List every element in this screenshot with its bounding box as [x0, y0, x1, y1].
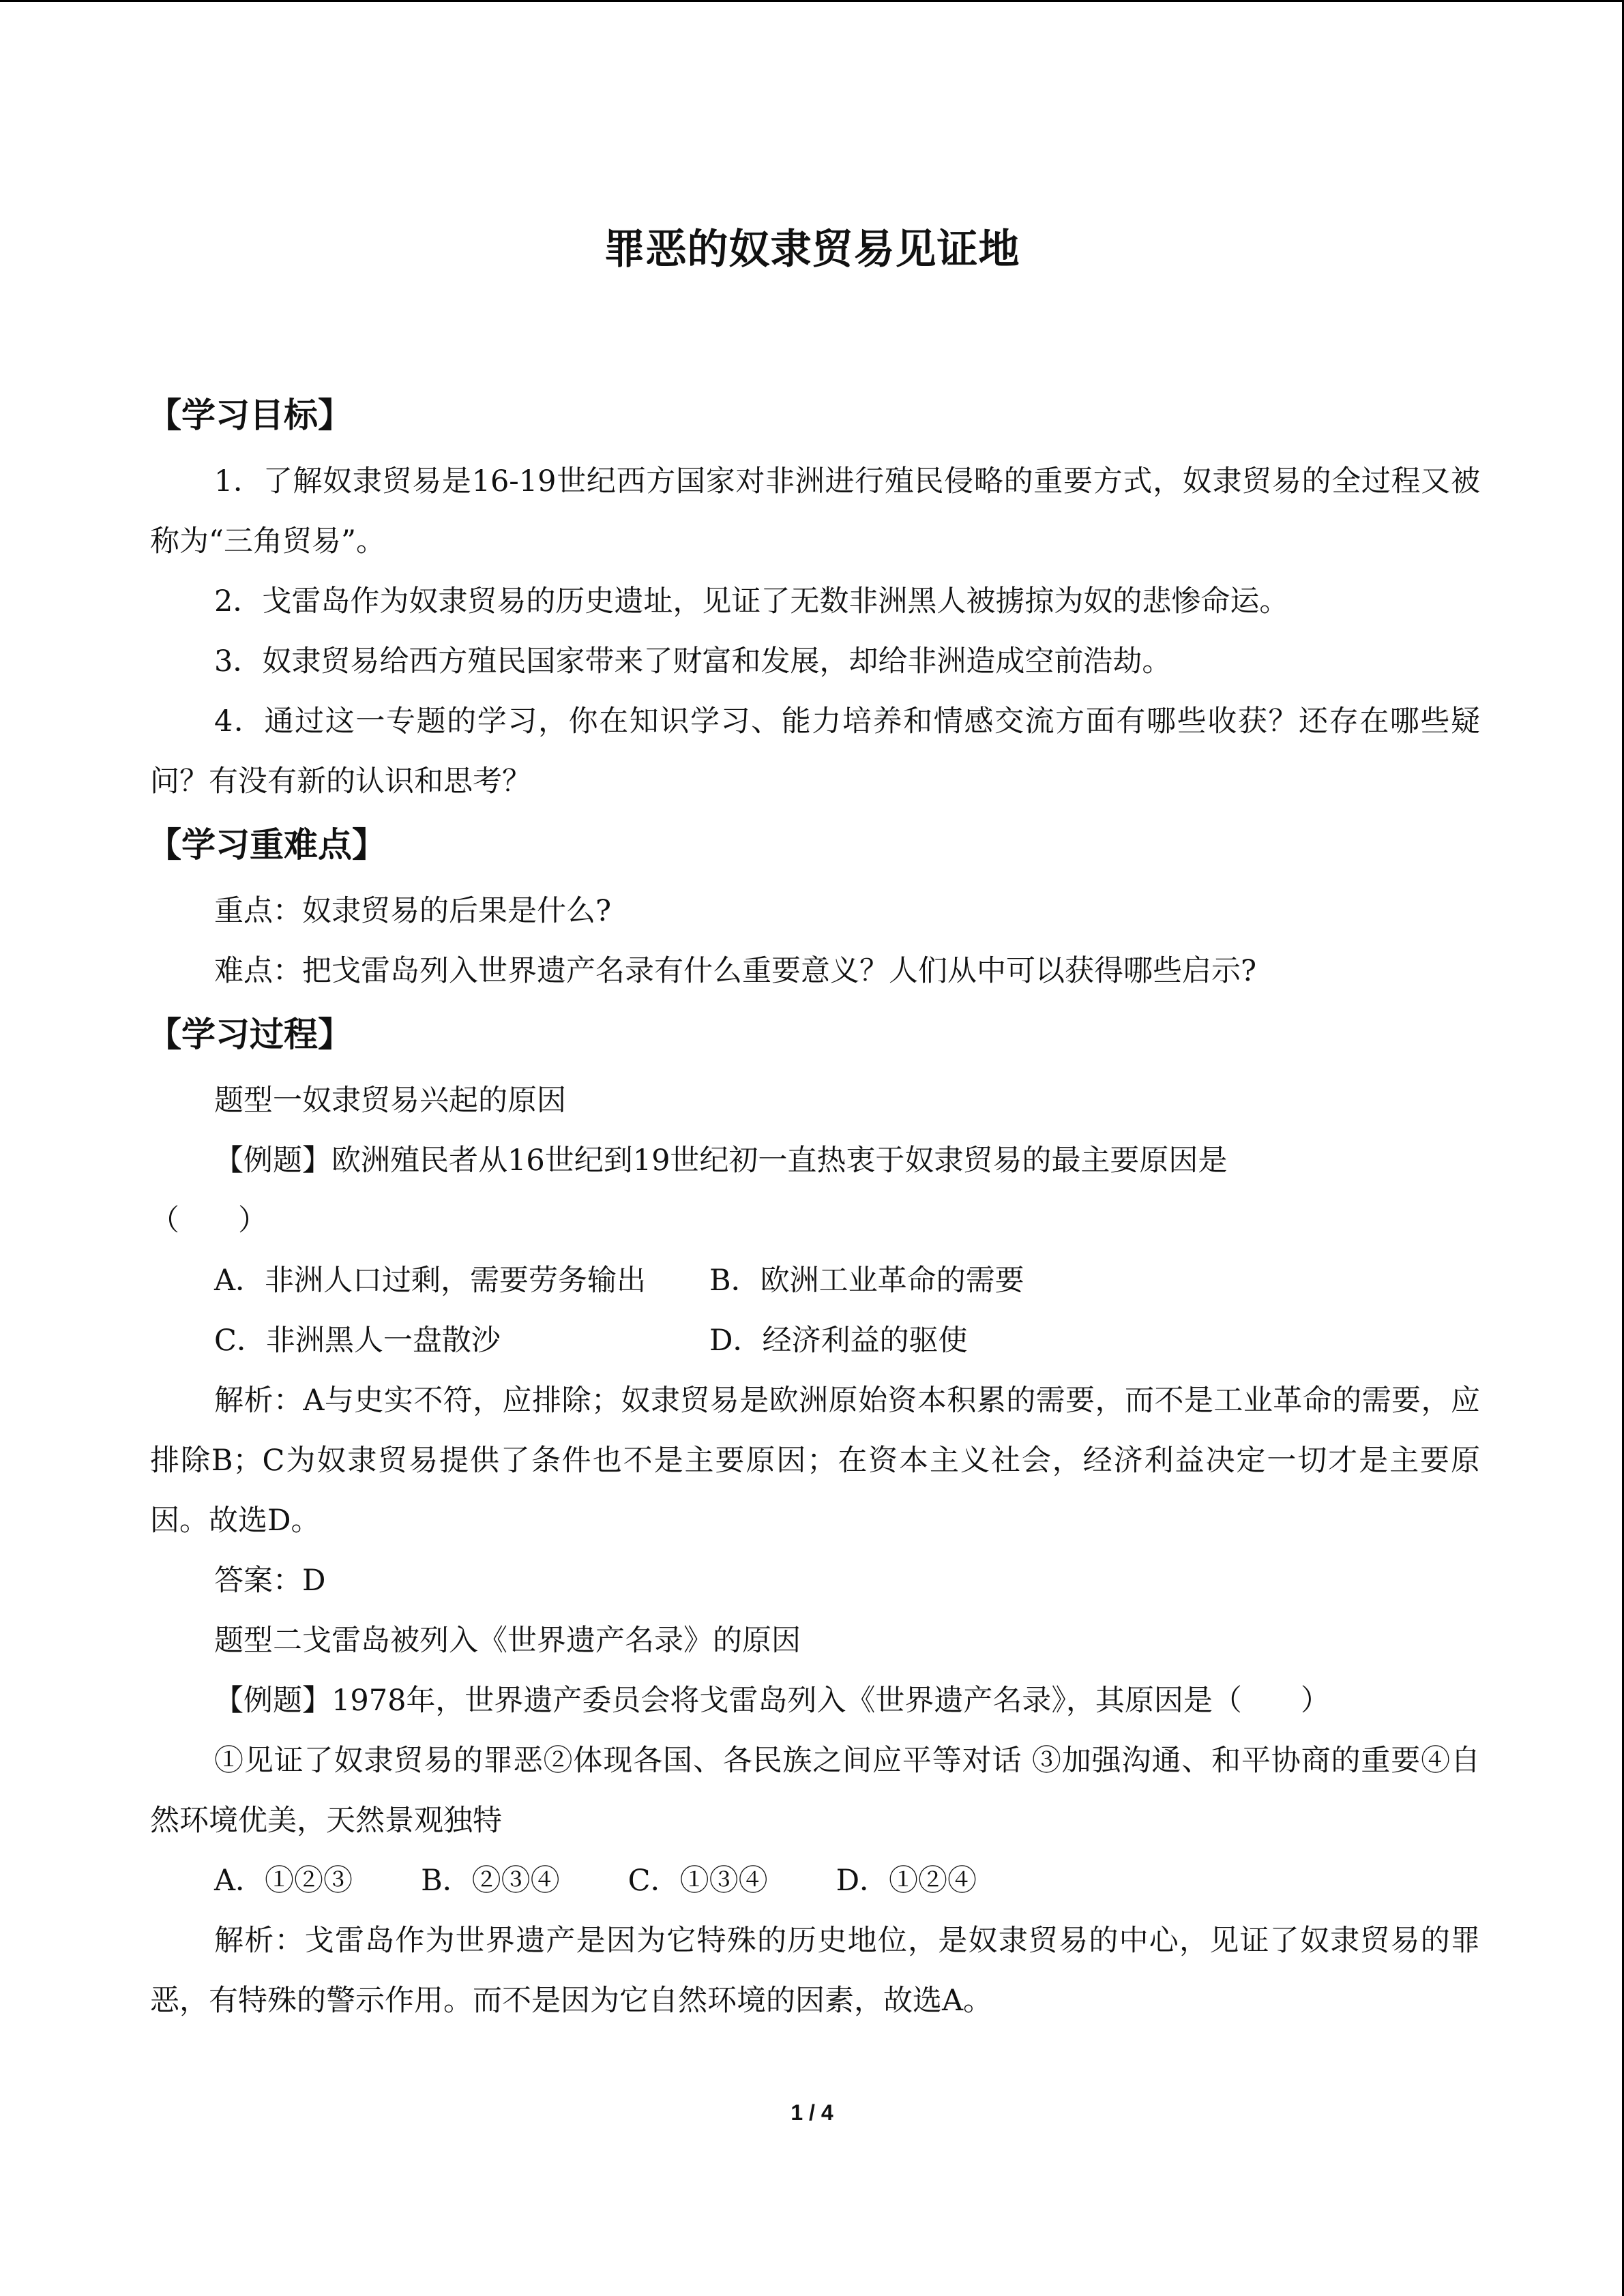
- focus-point: 重点：奴隶贸易的后果是什么?: [214, 894, 612, 928]
- question-1-analysis: 解析：A与史实不符，应排除；奴隶贸易是欧洲原始资本积累的需要，而不是工业革命的需要，应排除B；C为奴隶贸易提供了条件也不是主要原因；在资本主义社会，经济利益决定一切才是主要原因。故选D。: [150, 1384, 1480, 1538]
- question-1-option-d: D．经济利益的驱使: [709, 1324, 968, 1358]
- difficulty-point: 难点：把戈雷岛列入世界遗产名录有什么重要意义？人们从中可以获得哪些启示?: [214, 954, 1257, 988]
- question-type-1: 题型一奴隶贸易兴起的原因: [214, 1084, 566, 1118]
- question-1-blank: （ ）: [150, 1204, 267, 1238]
- question-1-option-a: A．非洲人口过剩，需要劳务输出: [214, 1264, 647, 1298]
- question-1-options-row-2: [150, 1311, 1480, 1371]
- section-heading-goals: 【学习目标】: [147, 396, 352, 435]
- question-type-2: 题型二戈雷岛被列入《世界遗产名录》的原因: [214, 1624, 801, 1658]
- goal-item-1: 1．了解奴隶贸易是16-19世纪西方国家对非洲进行殖民侵略的重要方式，奴隶贸易的全过程又被称为“三角贸易”。: [150, 464, 1480, 558]
- question-2-option-c: C．①③④: [628, 1864, 768, 1898]
- question-2-option-b: B．②③④: [421, 1864, 560, 1898]
- question-2-stem: 【例题】1978年，世界遗产委员会将戈雷岛列入《世界遗产名录》，其原因是（ ）: [214, 1684, 1330, 1718]
- question-2-statements: ①见证了奴隶贸易的罪恶②体现各国、各民族之间应平等对话 ③加强沟通、和平协商的重要④自然环境优美，天然景观独特: [150, 1744, 1480, 1838]
- document-body: [147, 382, 1480, 2031]
- question-2-analysis: 解析：戈雷岛作为世界遗产是因为它特殊的历史地位，是奴隶贸易的中心，见证了奴隶贸易的罪恶，有特殊的警示作用。而不是因为它自然环境的因素，故选A。: [150, 1924, 1480, 2018]
- question-1-stem: 【例题】欧洲殖民者从16世纪到19世纪初一直热衷于奴隶贸易的最主要原因是: [214, 1144, 1228, 1178]
- goal-item-2: 2．戈雷岛作为奴隶贸易的历史遗址，见证了无数非洲黑人被掳掠为奴的悲惨命运。: [214, 584, 1289, 618]
- question-2-option-d: D．①②④: [836, 1864, 977, 1898]
- page-number: 1 / 4: [791, 2100, 833, 2125]
- question-1-options-row-1: [150, 1251, 1480, 1311]
- question-1-option-c: C．非洲黑人一盘散沙: [214, 1324, 501, 1358]
- goal-item-3: 3．奴隶贸易给西方殖民国家带来了财富和发展，却给非洲造成空前浩劫。: [214, 644, 1172, 679]
- question-2-options: [150, 1851, 1480, 1911]
- section-heading-process: 【学习过程】: [147, 1015, 352, 1054]
- question-1-answer: 答案：D: [214, 1564, 326, 1598]
- question-2-option-a: A．①②③: [214, 1864, 353, 1898]
- section-heading-key-points: 【学习重难点】: [147, 825, 386, 865]
- question-1-option-b: B．欧洲工业革命的需要: [709, 1264, 1024, 1298]
- goal-item-4: 4．通过这一专题的学习，你在知识学习、能力培养和情感交流方面有哪些收获？还存在哪些疑问？有没有新的认识和思考？: [150, 704, 1480, 799]
- document-title: 罪恶的奴隶贸易见证地: [604, 226, 1020, 273]
